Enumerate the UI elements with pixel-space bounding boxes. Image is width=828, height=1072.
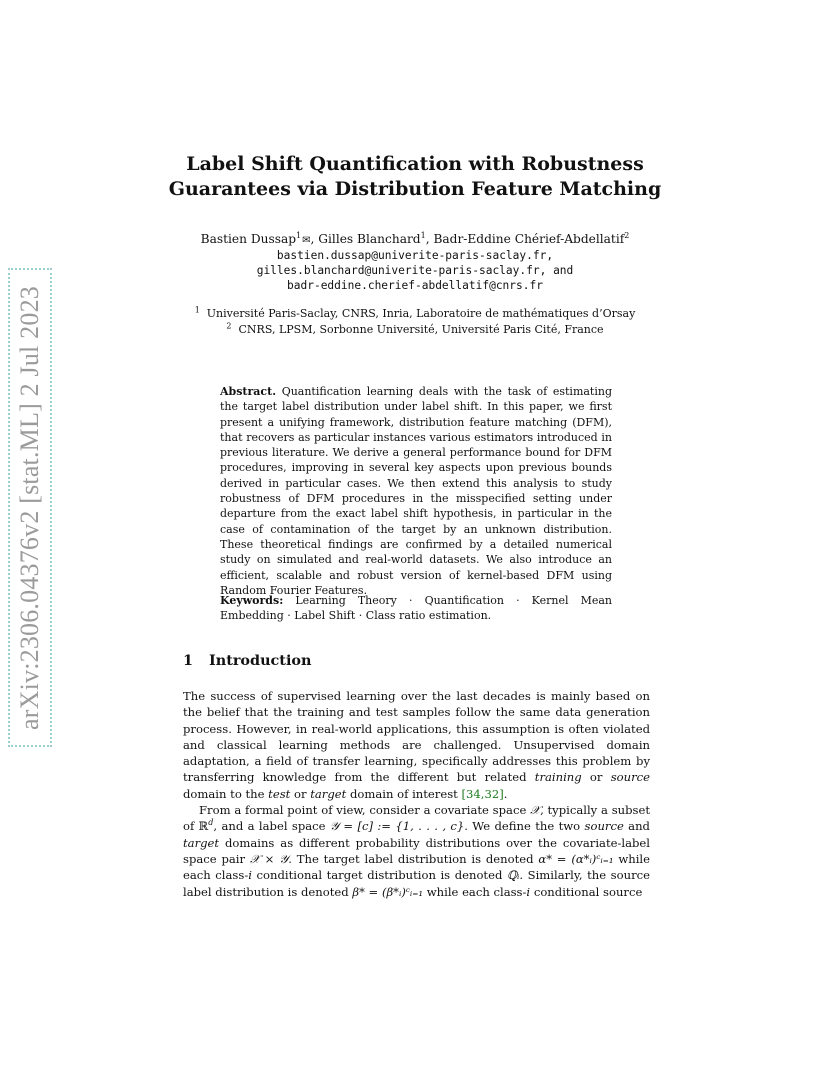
keywords [220, 593, 612, 624]
author-1-affil: 1 [296, 230, 302, 240]
title-line-1: Label Shift Quantification with Robustness [186, 153, 644, 175]
affiliation-2: $^2$ CNRS, LPSM, Sorbonne Université, Université Paris Cité, France [226, 321, 604, 336]
author-1: Bastien Dussap [200, 232, 297, 246]
email-line-2[interactable]: gilles.blanchard@univerite-paris-saclay.fr, and [256, 264, 574, 277]
email-line-3[interactable]: badr-eddine.cherief-abdellatif@cnrs.fr [287, 279, 543, 292]
keywords-text: Learning Theory · Quantification · Kernel Mean Embedding · Label Shift · Class ratio estimation. [220, 594, 612, 623]
abstract [220, 384, 612, 598]
author-list: Bastien Dussap$^1$✉, Gilles Blanchard$^1$, Badr-Eddine Chérief-Abdellatif$^2$ [150, 230, 680, 250]
author-3-affil: 2 [624, 230, 630, 240]
section-number: 1 [183, 652, 194, 669]
author-2-affil: 1 [420, 230, 426, 240]
title-line-2: Guarantees via Distribution Feature Matching [168, 178, 662, 200]
section-heading-introduction [183, 652, 311, 669]
body-text [183, 688, 650, 900]
email-list [150, 248, 680, 293]
envelope-icon[interactable]: ✉ [302, 235, 311, 246]
email-line-1[interactable]: bastien.dussap@univerite-paris-saclay.fr, [276, 249, 554, 262]
section-title: Introduction [209, 652, 312, 669]
author-3: Badr-Eddine Chérief-Abdellatif [433, 232, 625, 246]
affiliation-1: $^1$ Université Paris-Saclay, CNRS, Inria, Laboratoire de mathématiques d’Orsay [194, 305, 636, 320]
abstract-label: Abstract. [220, 385, 277, 398]
paragraph-1: The success of supervised learning over the last decades is mainly based on the belief that the training and test samples follow the same data generation process. However, in real-world applications, this assumption is often violated and classical learning methods are challenged. Unsupervised domain adaptation, a field of transfer learning, specifically addresses this problem by transferring knowledge from the different but related training or source domain to the test or target domain of interest [34,32]. [183, 689, 650, 801]
paper-title [150, 152, 680, 202]
arxiv-identifier: arXiv:2306.04376v2 [stat.ML] 2 Jul 2023 [15, 285, 44, 730]
abstract-text: Quantification learning deals with the task of estimating the target label distribution under label shift. In this paper, we first present a unifying framework, distribution feature matching (DFM), that recovers as particular instances various estimators introduced in previous literature. We derive a general performance bound for DFM procedures, improving in several key aspects upon previous bounds derived in particular cases. We then extend this analysis to study robustness of DFM procedures in the misspecified setting under departure from the exact label shift hypothesis, in particular in the case of contamination of the target by an unknown distribution. These theoretical findings are confirmed by a detailed numerical study on simulated and real-world datasets. We also introduce an efficient, scalable and robust version of kernel-based DFM using Random Fourier Features. [220, 385, 613, 597]
paragraph-2: From a formal point of view, consider a covariate space 𝒳, typically a subset of ℝ$^d$, and a label space 𝒴 = [c] := {1, . . . , c}. We define the two source and target domains as different probability distributions over the covariate-label space pair 𝒳 × 𝒴. The target label distribution is denoted α* = (α*ᵢ)ᶜᵢ₌₁ while each class-i conditional target distribution is denoted ℚᵢ. Similarly, the source label distribution is denoted β* = (β*ᵢ)ᶜᵢ₌₁ while each class-i conditional source [183, 803, 650, 899]
author-2: Gilles Blanchard [318, 232, 421, 246]
keywords-label: Keywords: [220, 594, 284, 607]
affiliation-list [150, 306, 680, 338]
arxiv-sidebar [8, 268, 52, 747]
citation-link[interactable]: [34,32] [461, 786, 504, 801]
